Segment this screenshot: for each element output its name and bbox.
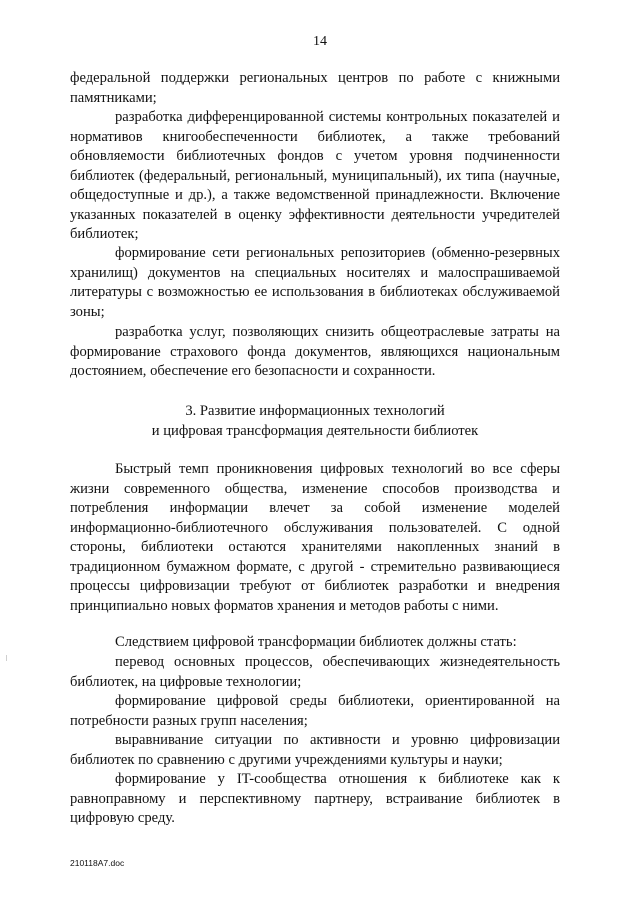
margin-mark [6, 655, 7, 661]
section-heading-line-1: 3. Развитие информационных технологий [185, 403, 445, 419]
list-item-4: формирование у IT-сообщества отношения к библиотеке как к равноправному и перспективному партнеру, встраивание библиотек в цифровую среду. [70, 771, 560, 826]
section-paragraph-2: Следствием цифровой трансформации библиотек должны стать: [115, 634, 517, 650]
list-item-1: перевод основных процессов, обеспечивающих жизнедеятельность библиотек, на цифровые технологии; [70, 654, 560, 690]
footer-filename: 210118А7.doc [70, 858, 125, 868]
section-paragraph-1: Быстрый темп проникновения цифровых технологий во все сферы жизни современного общества, изменение способов производства и потребления информации влечет за собой изменение моделей информационно-библиотечного обслуживания пользователей. С одной стороны, библиотеки остаются хранителями накопленных знаний в традиционном бумажном формате, с другой - стремительно развивающиеся процессы цифровизации требуют от библиотек разработки и внедрения принципиально новых форматов хранения и методов работы с ними. [70, 461, 560, 614]
list-item-3: выравнивание ситуации по активности и уровню цифровизации библиотек по сравнению с другими учреждениями культуры и науки; [70, 732, 560, 768]
paragraph-4: разработка услуг, позволяющих снизить общеотраслевые затраты на формирование страхового фонда документов, являющихся национальным достоянием, обеспечение его безопасности и сохранности. [70, 324, 560, 379]
section-heading-line-2: и цифровая трансформация деятельности библиотек [151, 423, 479, 439]
paragraph-1: федеральной поддержки региональных центров по работе с книжными памятниками; [70, 70, 560, 106]
page-number: 14 [313, 34, 327, 49]
paragraph-3: формирование сети региональных репозиториев (обменно-резервных хранилищ) документов на специальных носителях и малоспрашиваемой литературы с возможностью ее использования в библиотеках обслуживаемой зоны; [70, 245, 560, 320]
paragraph-2: разработка дифференцированной системы контрольных показателей и нормативов книгообеспеченности библиотек, а также требований обновляемости библиотечных фондов с учетом уровня подчиненности библиотек (федеральный, региональный, муниципальный), их типа (научные, общедоступные и др.), а также ведомственной принадлежности. Включение указанных показателей в оценку эффективности деятельности учредителей библиотек; [70, 109, 560, 242]
list-item-2: формирование цифровой среды библиотеки, ориентированной на потребности разных групп населения; [70, 693, 560, 729]
